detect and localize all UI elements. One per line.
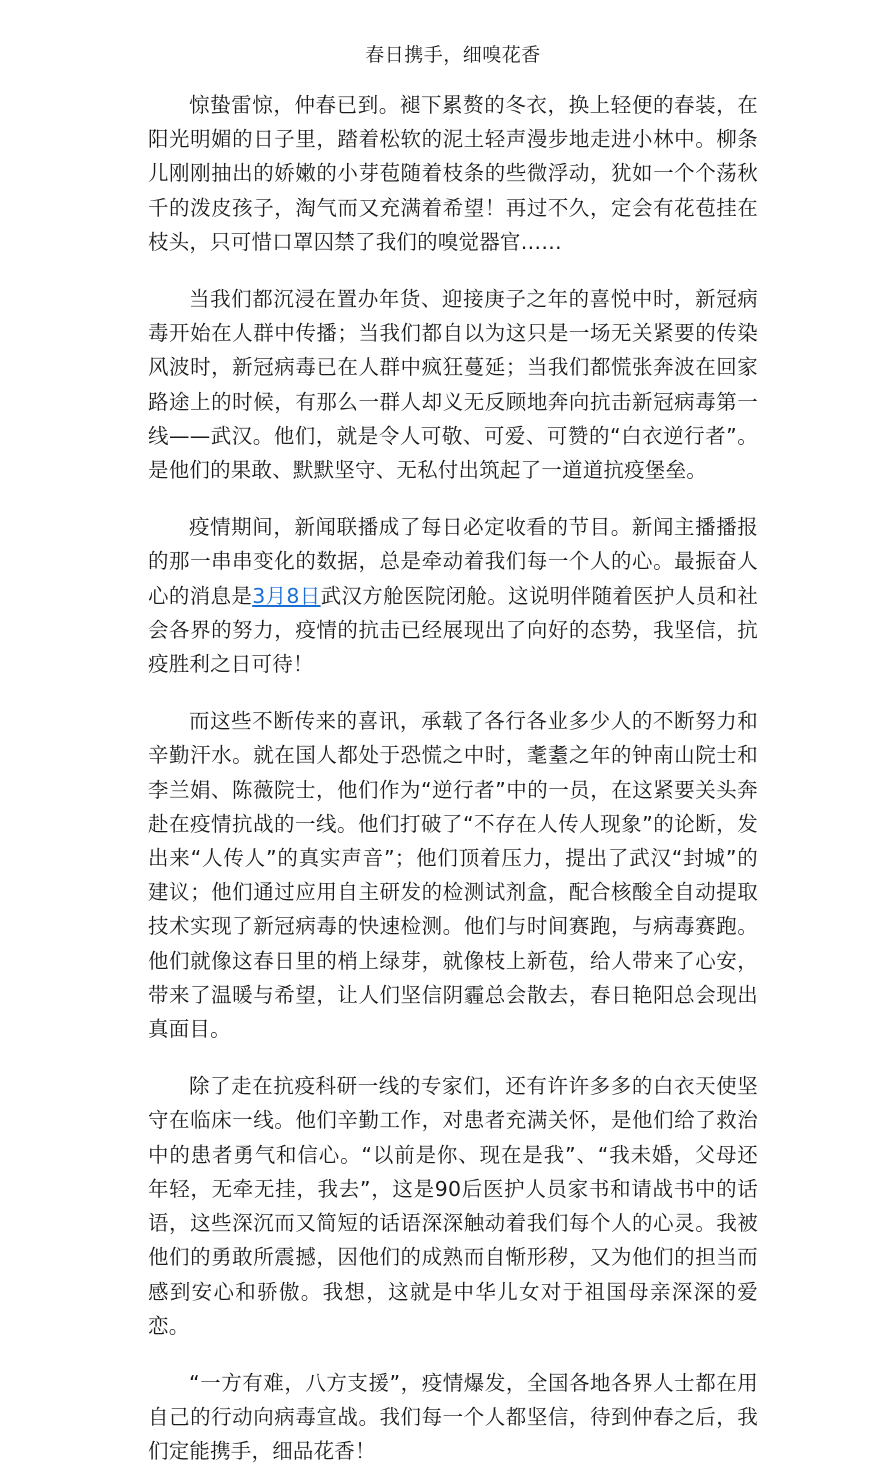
paragraph-6: “一方有难，八方支援”，疫情爆发，全国各地各界人士都在用自己的行动向病毒宣战。我们每一个人都坚信，待到仲春之后，我们定能携手，细品花香！ <box>148 1370 758 1464</box>
paragraph-5: 除了走在抗疫科研一线的专家们，还有许许多多的白衣天使坚守在临床一线。他们辛勤工作，对患者充满关怀，是他们给了救治中的患者勇气和信心。“以前是你、现在是我”、“我未婚，父母还年轻，无牵无挂，我去”，这是90后医护人员家书和请战书中的话语，这些深沉而又简短的话语深深触动着我们每个人的心灵。我被他们的勇敢所震撼，因他们的成熟而自惭形秽，又为他们的担当而感到安心和骄傲。我想，这就是中华儿女对于祖国母亲深深的爱恋。 <box>148 1074 758 1338</box>
paragraph-3 <box>148 510 758 681</box>
paragraph-1: 惊蛰雷惊，仲春已到。褪下累赘的冬衣，换上轻便的春装，在阳光明媚的日子里，踏着松软的泥土轻声漫步地走进小林中。柳条儿刚刚抽出的娇嫩的小芽苞随着枝条的些微浮动，犹如一个个荡秋千的泼皮孩子，淘气而又充满着希望！再过不久，定会有花苞挂在枝头，只可惜口罩囚禁了我们的嗅觉器官…… <box>148 93 758 254</box>
date-link[interactable]: 3月8日 <box>252 583 321 608</box>
paragraph-3-before: 疫情期间，新闻联播成了每日必定收看的节目。新闻主播播报的那一串串变化的数据，总是牵动着我们每一个人的心。最振奋人心的消息是 <box>148 515 758 608</box>
paragraph-4: 而这些不断传来的喜讯，承载了各行各业多少人的不断努力和辛勤汗水。就在国人都处于恐慌之中时，耄耋之年的钟南山院士和李兰娟、陈薇院士，他们作为“逆行者”中的一员，在这紧要关头奔赴在疫情抗战的一线。他们打破了“不存在人传人现象”的论断，发出来“人传人”的真实声音”；他们顶着压力，提出了武汉“封城”的建议；他们通过应用自主研发的检测试剂盒，配合核酸全自动提取技术实现了新冠病毒的快速检测。他们与时间赛跑，与病毒赛跑。他们就像这春日里的梢上绿芽，就像枝上新苞，给人带来了心安，带来了温暖与希望，让人们坚信阴霾总会散去，春日艳阳总会现出真面目。 <box>148 709 758 1042</box>
paragraph-3-after: 武汉方舱医院闭舱。这说明伴随着医护人员和社会各界的努力，疫情的抗击已经展现出了向好的态势，我坚信，抗疫胜利之日可待！ <box>148 583 759 677</box>
document-title: 春日携手，细嗅花香 <box>365 44 541 66</box>
paragraph-2: 当我们都沉浸在置办年货、迎接庚子之年的喜悦中时，新冠病毒开始在人群中传播；当我们都自以为这只是一场无关紧要的传染风波时，新冠病毒已在人群中疯狂蔓延；当我们都慌张奔波在回家路途上的时候，有那么一群人却义无反顾地奔向抗击新冠病毒第一线——武汉。他们，就是令人可敬、可爱、可赞的“白衣逆行者”。是他们的果敢、默默坚守、无私付出筑起了一道道抗疫堡垒。 <box>148 287 758 483</box>
